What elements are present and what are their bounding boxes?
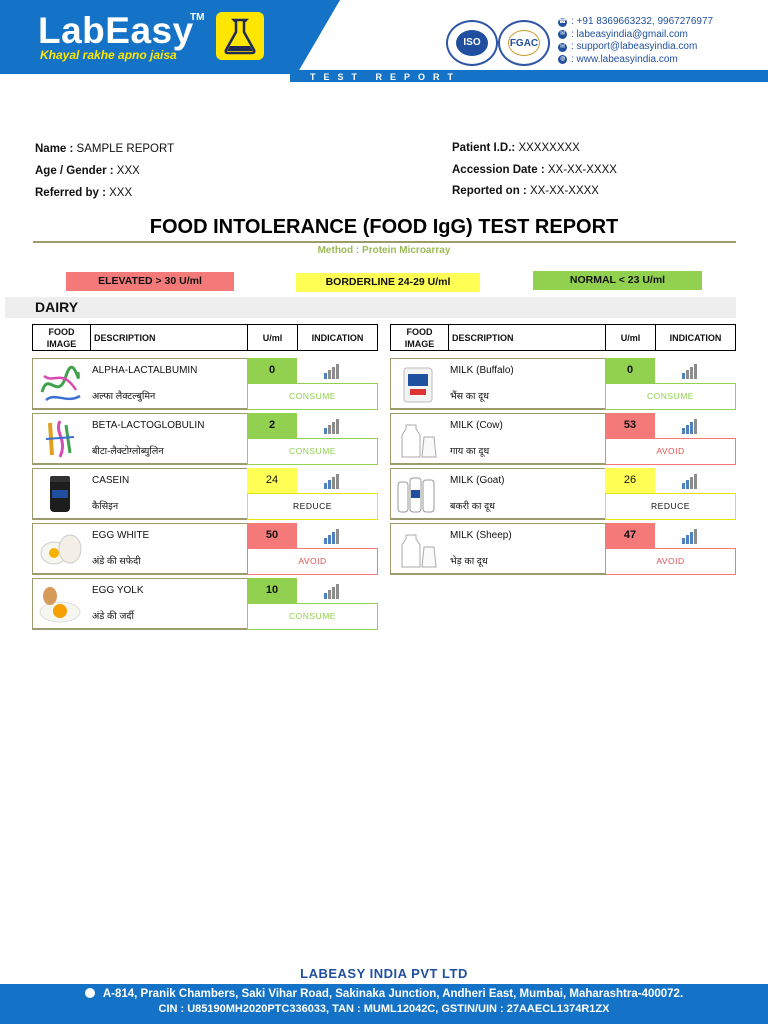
item-value: 53 (605, 413, 655, 438)
flask-icon (216, 12, 264, 60)
report-header (0, 0, 768, 82)
item-name-hindi: भैंस का दूध (450, 391, 490, 402)
item-value: 0 (247, 358, 297, 383)
item-indication: REDUCE (247, 493, 378, 520)
protein-molecule-image (36, 417, 84, 461)
patient-name: Name : SAMPLE REPORT (35, 143, 175, 155)
mail-icon: ✉ (559, 43, 566, 50)
item-indication: AVOID (605, 438, 736, 465)
band-label: TEST REPORT (310, 72, 462, 82)
fgac-badge: FGAC (498, 20, 550, 66)
contact-phone: ☎ : +91 8369663232, 9967276977 (558, 16, 714, 27)
item-name: EGG YOLK (92, 585, 144, 596)
casein-jar-image (36, 472, 84, 516)
table-row (32, 358, 378, 410)
report-method: Method : Protein Microarray (317, 245, 451, 256)
item-indication: AVOID (247, 548, 378, 575)
legend-borderline: BORDERLINE 24-29 U/ml (296, 273, 480, 292)
item-name-hindi: भेड़ का दूध (450, 556, 488, 567)
signal-bars-icon (324, 473, 344, 489)
table-row (390, 358, 736, 410)
contact-website[interactable]: ◍ : www.labeasyindia.com (559, 53, 678, 65)
footer-cin: CIN : U85190MH2020PTC336033, TAN : MUML12042C, GSTIN/UIN : 27AAECL1374R1ZX (158, 1003, 610, 1015)
item-name-hindi: अल्फा लैक्टल्बुमिन (92, 391, 156, 402)
item-name: MILK (Cow) (450, 420, 503, 431)
item-name: ALPHA-LACTALBUMIN (92, 365, 198, 376)
section-title: DAIRY (35, 299, 79, 315)
footer-address: A-814, Pranik Chambers, Saki Vihar Road, Sakinaka Junction, Andheri East, Mumbai, Maharashtra-400072. (0, 988, 768, 1000)
brand-tagline: Khayal rakhe apno jaisa (40, 48, 177, 62)
patient-info-right (452, 138, 617, 203)
patient-id: Patient I.D.: XXXXXXXX (452, 142, 580, 154)
item-name: EGG WHITE (92, 530, 150, 541)
signal-bars-icon (682, 473, 702, 489)
table-header-right: FOOD IMAGE DESCRIPTION U/ml INDICATION (390, 324, 736, 351)
item-name-hindi: अंडे की जर्दी (92, 611, 134, 622)
patient-info-left (35, 138, 174, 204)
phone-icon: ☎ (558, 18, 567, 25)
item-name-hindi: बकरी का दूध (450, 501, 495, 512)
item-value: 0 (605, 358, 655, 383)
item-indication: AVOID (605, 548, 736, 575)
item-name-hindi: अंडे की सफेदी (92, 556, 141, 567)
globe-icon: ◍ (559, 56, 566, 63)
patient-referred-by: Referred by : XXX (35, 187, 133, 199)
item-name-hindi: कैसिइन (92, 501, 119, 512)
item-name-hindi: गाय का दूध (450, 446, 490, 457)
table-row (390, 468, 736, 520)
egg-white-image (36, 527, 84, 571)
milk-bottles-image (394, 472, 442, 516)
section-bar (5, 297, 736, 318)
trademark-mark: TM (190, 12, 205, 23)
title-divider (33, 241, 736, 243)
item-value: 26 (605, 468, 655, 493)
reported-on: Reported on : XX-XX-XXXX (452, 185, 599, 197)
milk-bottle-image (394, 417, 442, 461)
legend-elevated: ELEVATED > 30 U/ml (66, 272, 234, 291)
iso-badge: ISO (446, 20, 498, 66)
table-header-left: FOOD IMAGE DESCRIPTION U/ml INDICATION (32, 324, 378, 351)
signal-bars-icon (324, 363, 344, 379)
milk-pack-image (394, 362, 442, 406)
item-value: 2 (247, 413, 297, 438)
item-value: 10 (247, 578, 297, 603)
signal-bars-icon (324, 528, 344, 544)
item-value: 24 (247, 468, 297, 493)
table-row (390, 413, 736, 465)
table-row (32, 523, 378, 575)
item-name: MILK (Buffalo) (450, 365, 514, 376)
footer-bar (0, 984, 768, 1024)
signal-bars-icon (682, 528, 702, 544)
item-name: MILK (Goat) (450, 475, 505, 486)
item-value: 47 (605, 523, 655, 548)
signal-bars-icon (324, 583, 344, 599)
footer-company: LABEASY INDIA PVT LTD (300, 966, 468, 981)
contact-email[interactable]: ✉ : labeasyindia@gmail.com (559, 28, 688, 40)
contact-support[interactable]: ✉ : support@labeasyindia.com (559, 41, 698, 52)
item-name: CASEIN (92, 475, 130, 486)
item-value: 50 (247, 523, 297, 548)
legend-normal: NORMAL < 23 U/ml (533, 271, 702, 290)
item-indication: CONSUME (247, 383, 378, 410)
item-indication: CONSUME (247, 438, 378, 465)
signal-bars-icon (682, 363, 702, 379)
table-row (32, 413, 378, 465)
location-pin-icon (85, 988, 95, 998)
accession-date: Accession Date : XX-XX-XXXX (452, 163, 617, 176)
brand-logo: LabEasy (38, 10, 194, 51)
report-title: FOOD INTOLERANCE (FOOD IgG) TEST REPORT (149, 216, 619, 238)
item-name-hindi: बीटा-लैक्टोग्लोब्युलिन (92, 446, 164, 457)
protein-molecule-image (36, 362, 84, 406)
item-name: MILK (Sheep) (450, 530, 512, 541)
signal-bars-icon (324, 418, 344, 434)
patient-age-gender: Age / Gender : XXX (35, 165, 140, 177)
item-name: BETA-LACTOGLOBULIN (92, 420, 205, 431)
table-row (390, 523, 736, 575)
table-row (32, 468, 378, 520)
contact-block (558, 16, 713, 66)
table-row (32, 578, 378, 630)
item-indication: CONSUME (247, 603, 378, 630)
item-indication: REDUCE (605, 493, 736, 520)
mail-icon: ✉ (559, 31, 566, 38)
signal-bars-icon (682, 418, 702, 434)
milk-bottle-image (394, 527, 442, 571)
egg-yolk-image (36, 582, 84, 626)
item-indication: CONSUME (605, 383, 736, 410)
